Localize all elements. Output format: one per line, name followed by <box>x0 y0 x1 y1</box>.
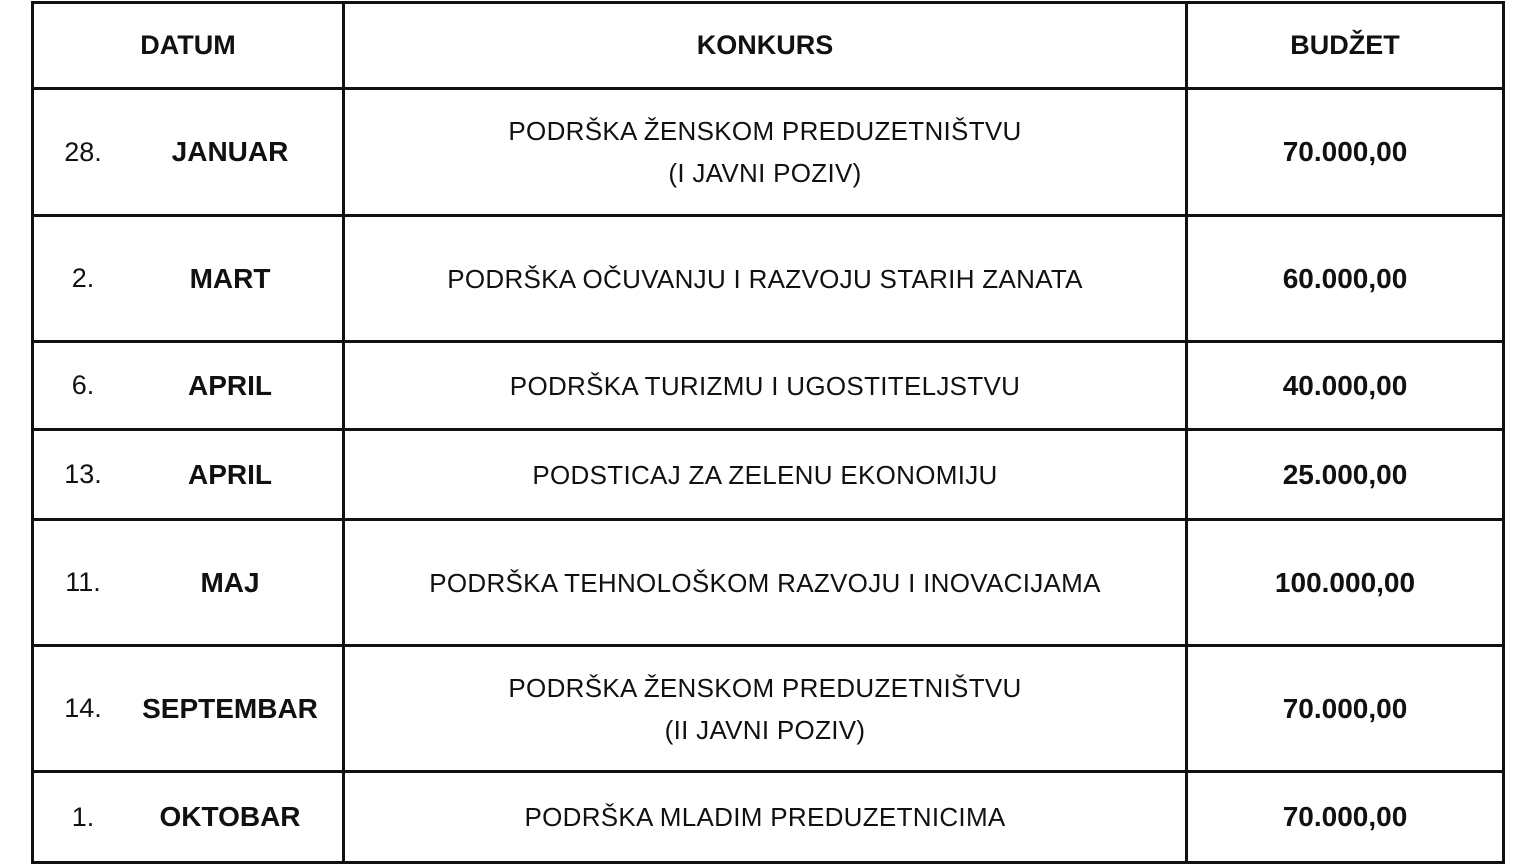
konkurs-text: (I JAVNI POZIV) <box>668 158 862 188</box>
konkursi-table <box>31 1 1505 864</box>
konkurs-text: PODRŠKA MLADIM PREDUZETNICIMA <box>524 802 1006 832</box>
budzet-cell: 25.000,00 <box>1188 431 1502 521</box>
konkurs-cell <box>345 647 1188 773</box>
konkurs-cell <box>345 217 1188 343</box>
date-cell <box>34 343 345 431</box>
budzet-cell: 100.000,00 <box>1188 521 1502 647</box>
header-budzet: BUDŽET <box>1188 4 1502 90</box>
date-cell <box>34 773 345 861</box>
date-day: 1. <box>71 801 95 832</box>
konkurs-text: PODRŠKA ŽENSKOM PREDUZETNIŠTVU <box>508 672 1022 703</box>
date-month: OKTOBAR <box>159 801 301 832</box>
budzet-cell: 70.000,00 <box>1282 801 1408 832</box>
date-day: 28. <box>64 136 102 167</box>
konkurs-text: PODRŠKA TURIZMU I UGOSTITELJSTVU <box>509 370 1021 401</box>
budzet-cell: 40.000,00 <box>1188 343 1502 431</box>
date-month: MAJ <box>200 566 260 598</box>
date-cell <box>34 521 345 647</box>
date-day: 11. <box>65 567 101 597</box>
date-month: APRIL <box>188 369 272 401</box>
date-cell <box>34 90 345 217</box>
budzet-cell: 70.000,00 <box>1188 90 1502 217</box>
konkurs-text: (II JAVNI POZIV) <box>664 714 866 745</box>
date-month: MART <box>189 262 271 294</box>
konkurs-cell <box>345 90 1188 217</box>
date-cell <box>34 217 345 343</box>
date-day: 6. <box>71 370 95 400</box>
budzet-cell: 70.000,00 <box>1188 647 1502 773</box>
date-day: 2. <box>71 263 95 293</box>
date-day: 13. <box>64 459 102 489</box>
date-month: SEPTEMBAR <box>142 692 318 724</box>
konkurs-cell <box>345 521 1188 647</box>
konkurs-text: PODRŠKA TEHNOLOŠKOM RAZVOJU I INOVACIJAMA <box>429 567 1101 598</box>
date-month: JANUAR <box>171 136 289 167</box>
konkurs-text: PODRŠKA ŽENSKOM PREDUZETNIŠTVU <box>508 116 1022 146</box>
header-datum: DATUM <box>34 4 345 90</box>
konkurs-text: PODSTICAJ ZA ZELENU EKONOMIJU <box>532 459 998 490</box>
date-month: APRIL <box>188 458 272 490</box>
konkurs-cell <box>345 773 1188 861</box>
date-cell <box>34 431 345 521</box>
budzet-cell: 60.000,00 <box>1188 217 1502 343</box>
konkurs-text: PODRŠKA OČUVANJU I RAZVOJU STARIH ZANATA <box>447 263 1083 294</box>
header-konkurs: KONKURS <box>345 4 1188 90</box>
konkurs-cell <box>345 431 1188 521</box>
date-day: 14. <box>64 693 102 723</box>
konkurs-cell <box>345 343 1188 431</box>
date-cell <box>34 647 345 773</box>
